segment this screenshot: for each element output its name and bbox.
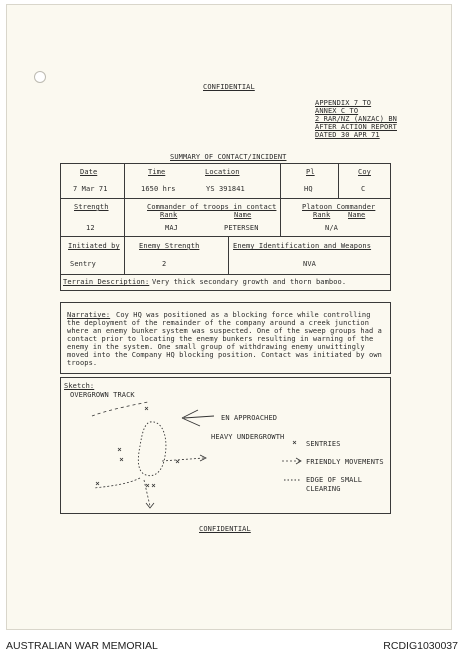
- enemy-id-value: NVA: [303, 260, 316, 268]
- platoon-commander-label: Platoon Commander: [302, 203, 376, 211]
- sketch-undergrowth: HEAVY UNDERGROWTH: [211, 433, 285, 441]
- name-value: PETERSEN: [224, 224, 259, 232]
- pl-value: HQ: [304, 185, 313, 193]
- initiated-value: Sentry: [70, 260, 96, 268]
- annex-line-1: APPENDIX 7 TO: [315, 99, 372, 107]
- annex-line-3: 2 RAR/NZ (ANZAC) BN: [315, 115, 397, 123]
- narrative-line: contact prior to locating the enemy bunkers resulting in warning of the: [67, 335, 374, 343]
- pc-value: N/A: [325, 224, 338, 232]
- form-title: SUMMARY OF CONTACT/INCIDENT: [170, 153, 287, 161]
- location-label: Location: [205, 168, 240, 176]
- classification-top: CONFIDENTIAL: [203, 83, 255, 91]
- footer-institution: AUSTRALIAN WAR MEMORIAL: [6, 640, 158, 652]
- legend-edge-2: CLEARING: [306, 485, 341, 493]
- annex-line-2: ANNEX C TO: [315, 107, 359, 115]
- overgrown-track-line: [92, 402, 148, 416]
- legend-edge-1: EDGE OF SMALL: [306, 476, 363, 484]
- time-label: Time: [148, 168, 166, 176]
- sketch-en-approached: EN APPROACHED: [221, 414, 278, 422]
- friendly-movement: [144, 480, 150, 506]
- enemy-id-label: Enemy Identification and Weapons: [233, 242, 372, 250]
- narrative-line: Coy HQ was positioned as a blocking force while controlling: [116, 311, 371, 319]
- legend-movements: FRIENDLY MOVEMENTS: [306, 458, 384, 466]
- annex-line-4: AFTER ACTION REPORT: [315, 123, 397, 131]
- strength-value: 12: [86, 224, 95, 232]
- narrative-line: the deployment of the remainder of the company around a creek junction: [67, 319, 370, 327]
- sketch-label: Sketch:: [64, 382, 95, 390]
- date-value: 7 Mar 71: [73, 185, 108, 193]
- archive-footer: [0, 631, 464, 654]
- rank-value: MAJ: [165, 224, 178, 232]
- location-value: YS 391841: [206, 185, 245, 193]
- footer-record-id: RCDIG1030037: [383, 640, 458, 652]
- terrain-value: Very thick secondary growth and thorn bamboo.: [152, 278, 347, 286]
- date-label: Date: [80, 168, 98, 176]
- sketch-track-label: OVERGROWN TRACK: [70, 391, 135, 399]
- coy-label: Coy: [358, 168, 371, 176]
- en-approached-arrow: [182, 410, 214, 426]
- time-value: 1650 hrs: [141, 185, 176, 193]
- clearing-outline: [138, 422, 166, 476]
- narrative-label: Narrative:: [67, 311, 111, 319]
- name-label: Name: [234, 211, 252, 219]
- narrative-line: troops.: [67, 359, 98, 367]
- coy-value: C: [361, 185, 366, 193]
- enemy-strength-label: Enemy Strength: [139, 242, 200, 250]
- enemy-strength-value: 2: [162, 260, 167, 268]
- narrative-line: enemy in the system. One small group of withdrawing enemy unwittingly: [67, 343, 365, 351]
- sentry-marks: [96, 407, 179, 487]
- friendly-movement: [162, 458, 204, 461]
- friendly-movement: [94, 478, 140, 488]
- rank-label: Rank: [160, 211, 178, 219]
- pc-name-label: Name: [348, 211, 366, 219]
- legend-sentry-symbol: [293, 441, 296, 444]
- pl-label: Pl: [306, 168, 315, 176]
- terrain-label: Terrain Description:: [63, 278, 150, 286]
- narrative-line: where an enemy bunker system was suspected. One of the sweep groups had a: [67, 327, 382, 335]
- pc-rank-label: Rank: [313, 211, 331, 219]
- strength-label: Strength: [74, 203, 109, 211]
- narrative-line: moved into the Company HQ blocking position. Contact was initiated by own: [67, 351, 382, 359]
- commander-label: Commander of troops in contact: [147, 203, 277, 211]
- legend-sentries: SENTRIES: [306, 440, 341, 448]
- annex-line-5: DATED 30 APR 71: [315, 131, 380, 139]
- classification-bottom: CONFIDENTIAL: [199, 525, 251, 533]
- initiated-label: Initiated by: [68, 242, 120, 250]
